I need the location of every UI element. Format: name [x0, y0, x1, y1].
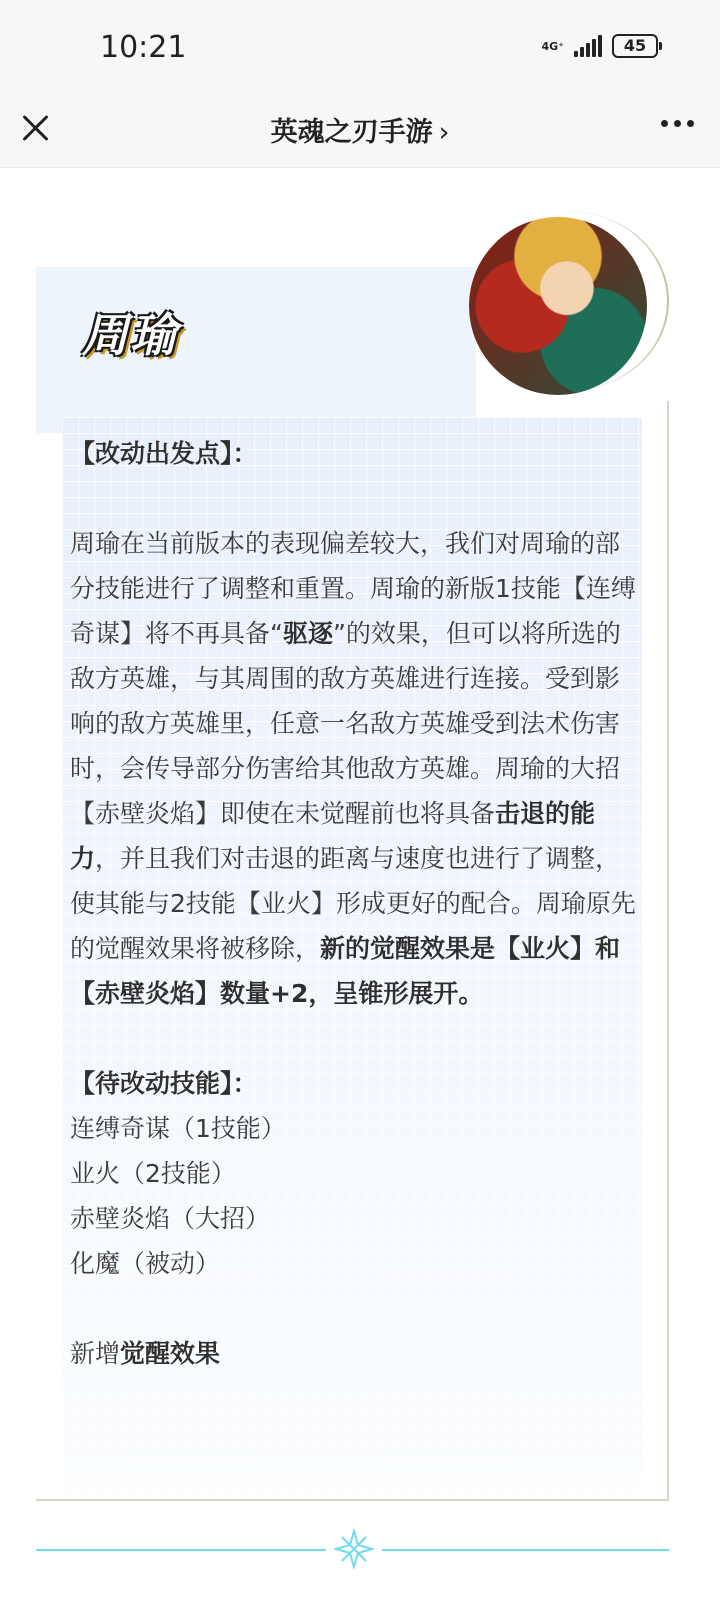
article-content	[0, 169, 720, 1600]
info-card	[62, 417, 642, 1491]
battery-icon: 45	[612, 34, 658, 58]
skill-item: 化魔（被动）	[70, 1249, 221, 1278]
divider-line	[36, 1549, 326, 1551]
hero-avatar	[469, 217, 647, 395]
star-icon	[334, 1529, 374, 1569]
skill-item: 业火（2技能）	[70, 1159, 236, 1188]
chevron-right-icon: ›	[438, 117, 450, 148]
frame-line	[36, 1499, 669, 1501]
network-label: 4G⁺	[541, 39, 564, 53]
status-bar	[0, 0, 720, 96]
nav-title[interactable]	[0, 110, 720, 149]
divider-line	[382, 1549, 669, 1551]
decorative-divider	[36, 1529, 669, 1569]
more-icon[interactable]	[661, 120, 694, 127]
skill-item: 赤壁炎焰（大招）	[70, 1204, 271, 1233]
hero-name: 周瑜	[82, 308, 178, 362]
status-icons	[542, 34, 659, 58]
signal-icon	[574, 35, 602, 57]
card-text	[70, 431, 636, 1376]
frame-line	[667, 401, 669, 1501]
section-heading: 【待改动技能】：	[70, 1069, 258, 1098]
footer-note: 新增觉醒效果	[70, 1339, 221, 1368]
nav-bar	[0, 96, 720, 168]
status-time: 10:21	[100, 30, 187, 65]
section-heading: 【改动出发点】：	[70, 439, 258, 468]
nav-title-text: 英魂之刃手游	[270, 117, 433, 148]
paragraph: 周瑜在当前版本的表现偏差较大，我们对周瑜的部分技能进行了调整和重置。周瑜的新版1技能【连缚奇谋】将不再具备“驱逐”的效果，但可以将所选的敌方英雄，与其周围的敌方英雄进行连接。受到影响的敌方英雄里，任意一名敌方英雄受到法术伤害时，会传导部分伤害给其他敌方英雄。周瑜的大招【赤壁炎焰】即使在未觉醒前也将具备击退的能力，并且我们对击退的距离与速度也进行了调整，使其能与2技能【业火】形成更好的配合。周瑜原先的觉醒效果将被移除，新的觉醒效果是【业火】和【赤壁炎焰】数量+2，呈锥形展开。	[70, 529, 636, 1008]
skill-item: 连缚奇谋（1技能）	[70, 1114, 286, 1143]
